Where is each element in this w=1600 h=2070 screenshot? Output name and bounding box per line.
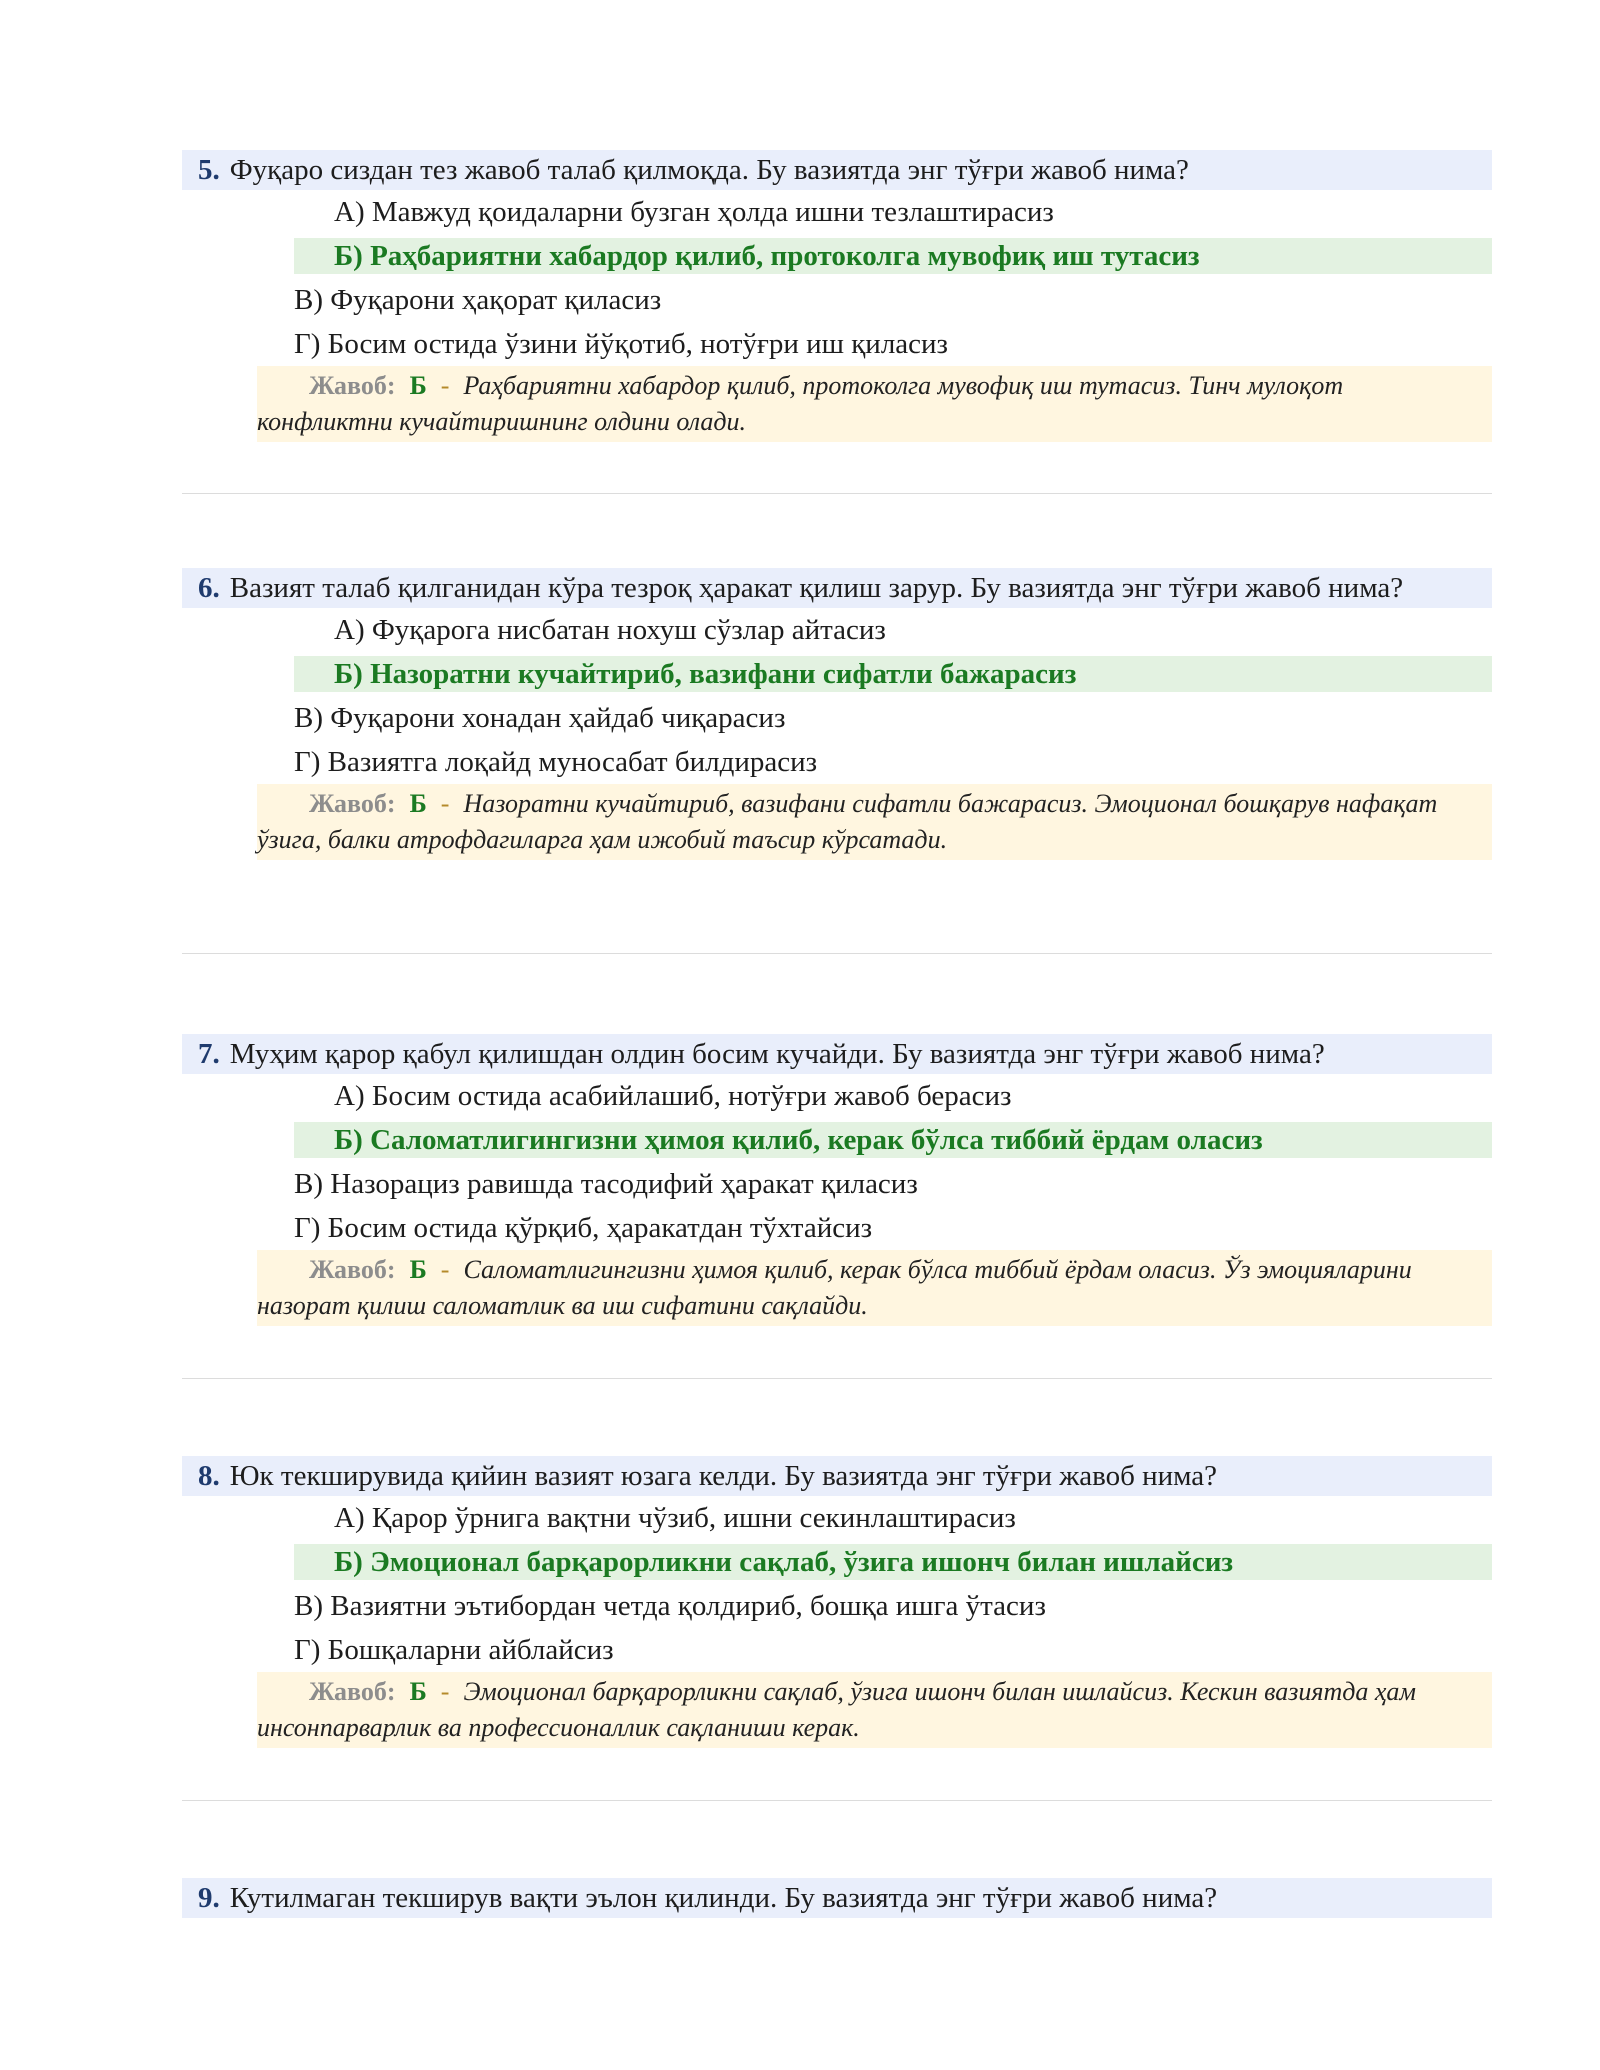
question-header [182, 150, 1492, 190]
answer-text: Саломатлигингизни ҳимоя қилиб, керак бўлса тиббий ёрдам оласиз. Ўз эмоцияларини назорат қилиш саломатлик ва иш сифатини сақлайди. [257, 1255, 1412, 1320]
option-b-correct: Б) Саломатлигингизни ҳимоя қилиб, керак бўлса тиббий ёрдам оласиз [294, 1122, 1492, 1158]
answer-text: Эмоционал барқарорликни сақлаб, ўзига ишонч билан ишлайсиз. Кескин вазиятда ҳам инсонпарварлик ва профессионаллик сақланиши керак. [257, 1677, 1417, 1742]
answer-letter: Б [409, 1255, 427, 1284]
option-b-correct: Б) Раҳбариятни хабардор қилиб, протоколга мувофиқ иш тутасиз [294, 238, 1492, 274]
answer-label: Жавоб: [309, 371, 396, 400]
question-text: Муҳим қарор қабул қилишдан олдин босим кучайди. Бу вазиятда энг тўғри жавоб нима? [229, 1038, 1325, 1070]
question-number: 8. [198, 1460, 220, 1492]
question-text: Юк текширувида қийин вазият юзага келди. Бу вазиятда энг тўғри жавоб нима? [229, 1460, 1218, 1492]
question-text: Вазият талаб қилганидан кўра тезроқ ҳаракат қилиш зарур. Бу вазиятда энг тўғри жавоб нима? [229, 572, 1404, 604]
option-a: А) Қарор ўрнига вақтни чўзиб, ишни секинлаштирасиз [334, 1502, 1016, 1534]
option-g: Г) Бошқаларни айблайсиз [294, 1634, 614, 1666]
option-v: В) Вазиятни эътибордан четда қолдириб, бошқа ишга ўтасиз [294, 1590, 1046, 1622]
answer-dash: - [440, 371, 450, 400]
question-number: 9. [198, 1882, 220, 1914]
answer-label: Жавоб: [309, 1255, 396, 1284]
question-text: Кутилмаган текширув вақти эълон қилинди. Бу вазиятда энг тўғри жавоб нима? [229, 1882, 1218, 1914]
option-g: Г) Босим остида ўзини йўқотиб, нотўғри иш қиласиз [294, 328, 949, 360]
answer-box [257, 784, 1492, 860]
divider [182, 1378, 1492, 1379]
answer-label: Жавоб: [309, 1677, 396, 1706]
option-a: А) Мавжуд қоидаларни бузган ҳолда ишни тезлаштирасиз [334, 196, 1054, 228]
question-number: 6. [198, 572, 220, 604]
answer-box [257, 1250, 1492, 1326]
answer-box [257, 366, 1492, 442]
question-number: 7. [198, 1038, 220, 1070]
option-b-correct: Б) Назоратни кучайтириб, вазифани сифатли бажарасиз [294, 656, 1492, 692]
question-7 [182, 1034, 1492, 1326]
answer-letter: Б [409, 371, 427, 400]
option-v: В) Назорациз равишда тасодифий ҳаракат қиласиз [294, 1168, 918, 1200]
divider [182, 493, 1492, 494]
answer-dash: - [440, 789, 450, 818]
answer-text: Назоратни кучайтириб, вазифани сифатли бажарасиз. Эмоционал бошқарув нафақат ўзига, балки атрофдагиларга ҳам ижобий таъсир кўрсатади. [257, 789, 1438, 854]
divider [182, 1800, 1492, 1801]
option-a: А) Фуқарога нисбатан нохуш сўзлар айтасиз [334, 614, 886, 646]
answer-dash: - [440, 1677, 450, 1706]
option-v: В) Фуқарони хонадан ҳайдаб чиқарасиз [294, 702, 786, 734]
question-9 [182, 1878, 1492, 1918]
answer-label: Жавоб: [309, 789, 396, 818]
option-b-correct: Б) Эмоционал барқарорликни сақлаб, ўзига ишонч билан ишлайсиз [294, 1544, 1492, 1580]
question-8 [182, 1456, 1492, 1748]
answer-dash: - [440, 1255, 450, 1284]
question-text: Фуқаро сиздан тез жавоб талаб қилмоқда. Бу вазиятда энг тўғри жавоб нима? [229, 154, 1189, 186]
answer-letter: Б [409, 789, 427, 818]
question-5 [182, 150, 1492, 442]
divider [182, 953, 1492, 954]
option-a: А) Босим остида асабийлашиб, нотўғри жавоб берасиз [334, 1080, 1012, 1112]
option-g: Г) Вазиятга лоқайд муносабат билдирасиз [294, 746, 818, 778]
question-6 [182, 568, 1492, 860]
option-v: В) Фуқарони ҳақорат қиласиз [294, 284, 662, 316]
answer-box [257, 1672, 1492, 1748]
option-g: Г) Босим остида қўрқиб, ҳаракатдан тўхтайсиз [294, 1212, 873, 1244]
question-number: 5. [198, 154, 220, 186]
question-header [182, 1034, 1492, 1074]
question-header [182, 1456, 1492, 1496]
question-header [182, 568, 1492, 608]
answer-letter: Б [409, 1677, 427, 1706]
answer-text: Раҳбариятни хабардор қилиб, протоколга мувофиқ иш тутасиз. Тинч мулоқот конфликтни кучайтиришнинг олдини олади. [257, 371, 1344, 436]
question-header [182, 1878, 1492, 1918]
